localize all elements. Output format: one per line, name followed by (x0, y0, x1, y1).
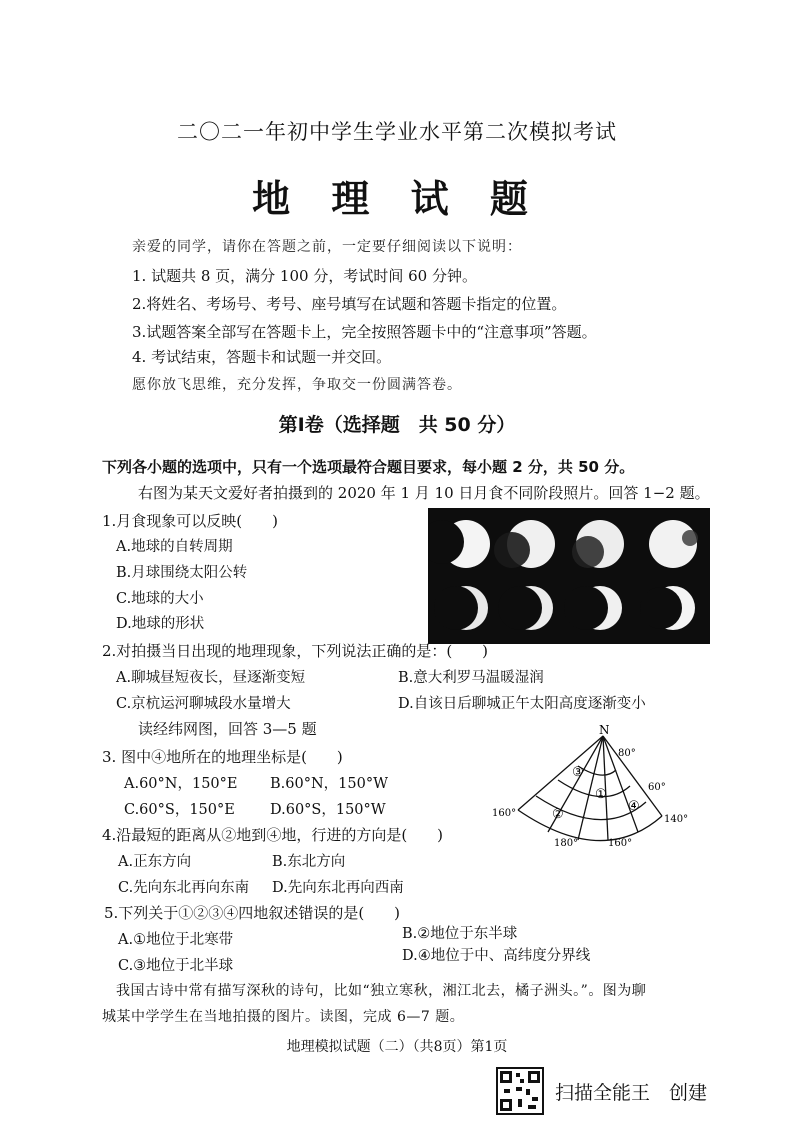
question-5-option-c: C.③地位于北半球 (118, 958, 234, 974)
section-directions: 下列各小题的选项中，只有一个选项最符合题目要求，每小题 2 分，共 50 分。 (102, 458, 635, 476)
map-lat-60-label: 60° (648, 782, 666, 793)
question-2-option-a: A.聊城昼短夜长，昼逐渐变短 (116, 670, 306, 686)
instruction-item: 1. 试题共 8 页，满分 100 分，考试时间 60 分钟。 (132, 267, 477, 285)
question-4-stem: 4.沿最短的距离从②地到④地，行进的方向是( ) (102, 826, 444, 844)
map-lat-80-label: 80° (618, 748, 636, 759)
instruction-item: 3.试题答案全部写在答题卡上，完全按照答题卡中的“注意事项”答题。 (132, 323, 597, 341)
question-4-option-d: D.先向东北再向西南 (272, 880, 404, 896)
question-1-option-a: A.地球的自转周期 (116, 539, 233, 555)
map-point-1: ① (595, 787, 607, 802)
question-5-option-b: B.②地位于东半球 (402, 926, 518, 942)
map-lon-160-left-label: 160° (492, 808, 517, 819)
question-1-option-b: B.月球围绕太阳公转 (116, 565, 248, 581)
question-1-stem: 1.月食现象可以反映( ) (102, 512, 279, 530)
question-5-option-d: D.④地位于中、高纬度分界线 (402, 948, 591, 964)
question-3-stem: 3. 图中④地所在的地理坐标是( ) (102, 748, 343, 766)
question-4-option-c: C.先向东北再向东南 (118, 880, 250, 896)
question-2-stem: 2.对拍摄当日出现的地理现象，下列说法正确的是：( ) (102, 642, 489, 660)
map-lon-160-bottom-label: 160° (608, 838, 633, 849)
map-point-2: ② (552, 807, 564, 822)
graticule-map (478, 718, 698, 852)
section-title: 第Ⅰ卷（选择题 共 50 分） (278, 414, 516, 436)
question-4-option-b: B.东北方向 (272, 854, 346, 870)
intro-questions-3-5: 读经纬网图，回答 3—5 题 (138, 720, 317, 738)
map-point-3: ③ (572, 765, 584, 780)
question-2-option-c: C.京杭运河聊城段水量增大 (116, 696, 291, 712)
map-lon-140-label: 140° (664, 814, 689, 825)
exam-title: 地 理 试 题 (252, 177, 542, 221)
instruction-item: 2.将姓名、考场号、考号、座号填写在试题和答题卡指定的位置。 (132, 295, 567, 313)
qr-code-icon (496, 1067, 544, 1115)
intro-questions-6-7-line1: 我国古诗中常有描写深秋的诗句，比如“独立寒秋，湘江北去，橘子洲头。”。图为聊 (116, 983, 647, 999)
map-north-label: N (599, 723, 610, 737)
question-1-option-d: D.地球的形状 (116, 616, 205, 632)
question-3-option-c: C.60°S，150°E (124, 802, 235, 818)
question-3-option-a: A.60°N，150°E (124, 776, 238, 792)
intro-questions-1-2: 右图为某天文爱好者拍摄到的 2020 年 1 月 10 日月食不同阶段照片。回答 1−2 题。 (138, 484, 710, 502)
page-footer: 地理模拟试题（二）（共8页）第1页 (286, 1039, 508, 1055)
exam-header: 二〇二一年初中学生学业水平第二次模拟考试 (177, 120, 617, 144)
instructions-greeting: 亲爱的同学，请你在答题之前，一定要仔细阅读以下说明： (132, 239, 522, 255)
scanner-watermark: 扫描全能王 创建 (555, 1082, 708, 1104)
map-point-4: ④ (628, 799, 640, 814)
instruction-item: 4. 考试结束，答题卡和试题一并交回。 (132, 348, 392, 366)
question-1-option-c: C.地球的大小 (116, 591, 204, 607)
question-5-option-a: A.①地位于北寒带 (118, 932, 234, 948)
question-5-stem: 5.下列关于①②③④四地叙述错误的是( ) (104, 904, 401, 922)
instructions-closing: 愿你放飞思维，充分发挥，争取交一份圆满答卷。 (132, 377, 462, 393)
lunar-eclipse-photo (428, 508, 710, 644)
question-3-option-b: B.60°N，150°W (270, 776, 388, 792)
question-2-option-d: D.自该日后聊城正午太阳高度逐渐变小 (398, 696, 646, 712)
question-2-option-b: B.意大利罗马温暖湿润 (398, 670, 544, 686)
map-lon-180-label: 180° (554, 838, 579, 849)
question-3-option-d: D.60°S，150°W (270, 802, 386, 818)
question-4-option-a: A.正东方向 (118, 854, 192, 870)
intro-questions-6-7-line2: 城某中学学生在当地拍摄的图片。读图，完成 6—7 题。 (102, 1009, 465, 1025)
moon-phases-image (428, 508, 710, 644)
